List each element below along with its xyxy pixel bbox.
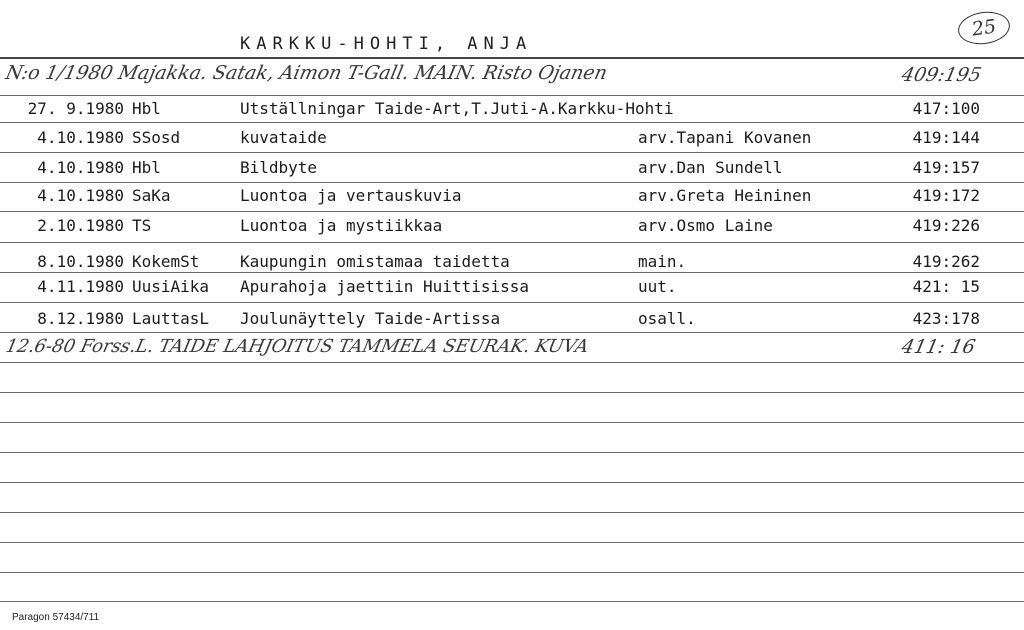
entry-date: 4.11.1980 xyxy=(37,277,124,296)
ruled-line xyxy=(0,302,1024,303)
entry-source: TS xyxy=(132,216,152,235)
entry-date: 8.10.1980 xyxy=(37,252,124,271)
entry-row xyxy=(0,99,1024,121)
entry-author: uut. xyxy=(638,277,677,296)
entry-ref: 423:178 xyxy=(912,309,980,328)
card-number-circled: 25 xyxy=(956,9,1012,48)
entry-author: main. xyxy=(638,252,687,271)
entry-title: Utställningar Taide-Art,T.Juti-A.Karkku-Hohti xyxy=(240,99,674,118)
handwritten-ref-bottom: 411: 16 xyxy=(899,336,978,358)
header-rule xyxy=(0,57,1024,59)
ruled-line xyxy=(0,452,1024,453)
entry-source: SSosd xyxy=(132,128,181,147)
ruled-line xyxy=(0,182,1024,183)
entry-title: kuvataide xyxy=(240,128,327,147)
entry-date: 4.10.1980 xyxy=(37,186,124,205)
ruled-line xyxy=(0,482,1024,483)
entry-ref: 417:100 xyxy=(912,99,980,118)
ruled-line xyxy=(0,542,1024,543)
entry-row xyxy=(0,158,1024,180)
ruled-line xyxy=(0,152,1024,153)
entry-ref: 419:262 xyxy=(912,252,980,271)
entry-title: Luontoa ja mystiikkaa xyxy=(240,216,443,235)
entry-row xyxy=(0,186,1024,208)
entry-source: Hbl xyxy=(132,99,161,118)
ruled-line xyxy=(0,362,1024,363)
ruled-line xyxy=(0,392,1024,393)
entry-date: 8.12.1980 xyxy=(37,309,124,328)
entry-ref: 419:144 xyxy=(912,128,980,147)
entry-row xyxy=(0,309,1024,331)
ruled-line xyxy=(0,332,1024,333)
card-name-header: KARKKU-HOHTI, ANJA xyxy=(240,34,533,54)
handwritten-entry-top: N:o 1/1980 Majakka. Satak, Aimon T-Gall. MAIN. Risto Ojanen xyxy=(3,62,610,84)
entry-author: arv.Osmo Laine xyxy=(638,216,773,235)
entry-title: Bildbyte xyxy=(240,158,318,177)
entry-author: arv.Greta Heininen xyxy=(638,186,812,205)
entry-row xyxy=(0,277,1024,299)
ruled-line xyxy=(0,95,1024,96)
ruled-line xyxy=(0,601,1024,602)
entry-author: arv.Tapani Kovanen xyxy=(638,128,812,147)
ruled-line xyxy=(0,211,1024,212)
entry-author: arv.Dan Sundell xyxy=(638,158,783,177)
entry-source: KokemSt xyxy=(132,252,200,271)
entry-title: Joulunäyttely Taide-Artissa xyxy=(240,309,501,328)
entry-source: UusiAika xyxy=(132,277,210,296)
ruled-line xyxy=(0,122,1024,123)
entry-date: 2.10.1980 xyxy=(37,216,124,235)
entry-date: 27. 9.1980 xyxy=(27,99,124,118)
entry-author: osall. xyxy=(638,309,696,328)
printer-imprint: Paragon 57434/711 xyxy=(12,612,100,623)
entry-date: 4.10.1980 xyxy=(37,128,124,147)
ruled-line xyxy=(0,422,1024,423)
entry-source: SaKa xyxy=(132,186,171,205)
entry-ref: 419:157 xyxy=(912,158,980,177)
ruled-line xyxy=(0,242,1024,243)
entry-title: Apurahoja jaettiin Huittisissa xyxy=(240,277,529,296)
entry-ref: 419:172 xyxy=(912,186,980,205)
entry-row xyxy=(0,128,1024,150)
entry-row xyxy=(0,216,1024,238)
handwritten-entry-bottom: 12.6-80 Forss.L. TAIDE LAHJOITUS TAMMELA SEURAK. KUVA xyxy=(3,336,591,357)
entry-title: Kaupungin omistamaa taidetta xyxy=(240,252,510,271)
entry-source: LauttasL xyxy=(132,309,210,328)
entry-date: 4.10.1980 xyxy=(37,158,124,177)
entry-ref: 419:226 xyxy=(912,216,980,235)
ruled-line xyxy=(0,572,1024,573)
entry-title: Luontoa ja vertauskuvia xyxy=(240,186,462,205)
entry-row xyxy=(0,252,1024,274)
ruled-line xyxy=(0,512,1024,513)
entry-source: Hbl xyxy=(132,158,161,177)
entry-ref: 421: 15 xyxy=(912,277,980,296)
handwritten-ref-top: 409:195 xyxy=(899,64,984,86)
